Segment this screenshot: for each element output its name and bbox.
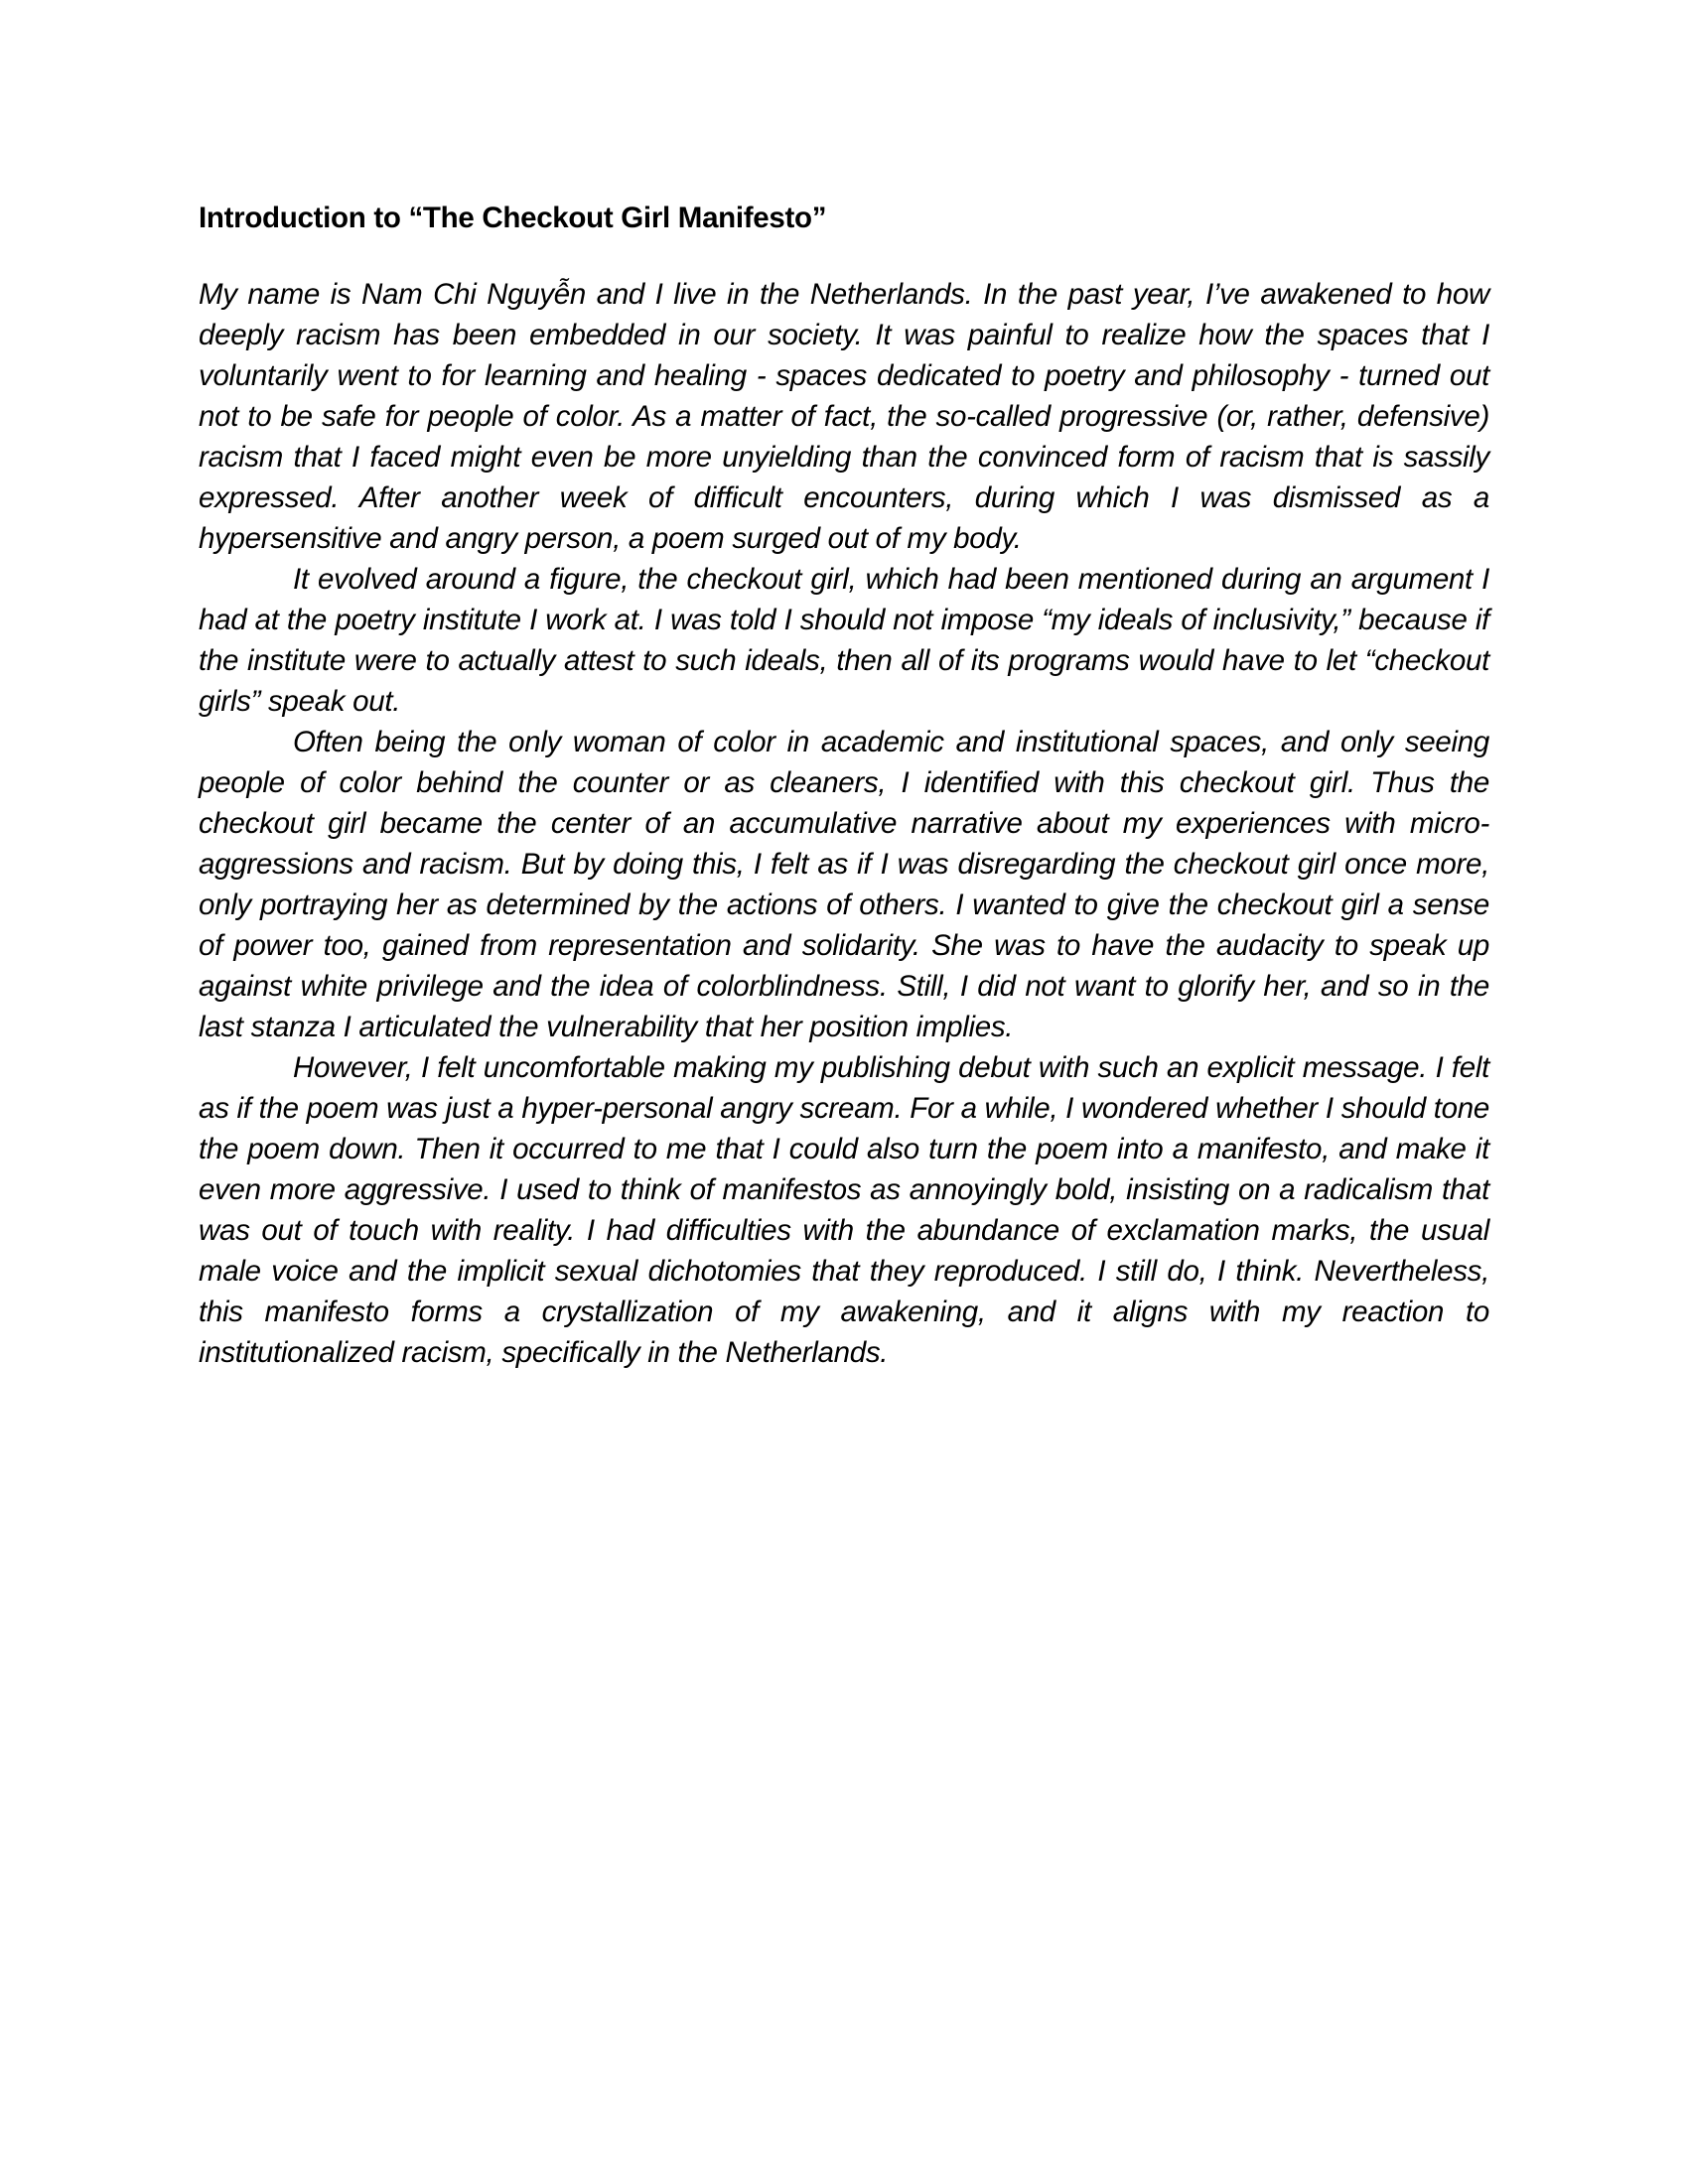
document-title: Introduction to “The Checkout Girl Manifesto” bbox=[199, 202, 827, 234]
paragraph-checkout-girl-origin: It evolved around a figure, the checkout girl, which had been mentioned during an argument I had at the poetry institute I work at. I was told I should not impose “my ideals of inclusivity,” because if the institute were to actually attest to such ideals, then all of its programs would have to let “checkout girls” speak out. bbox=[199, 563, 1489, 718]
document-content bbox=[199, 198, 1489, 1373]
document-body bbox=[199, 274, 1489, 1373]
paragraph-identification: Often being the only woman of color in academic and institutional spaces, and only seeing people of color behind the counter or as cleaners, I identified with this checkout girl. Thus the checkout girl became the center of an accumulative narrative about my experiences with micro-aggressions and racism. But by doing this, I felt as if I was disregarding the checkout girl once more, only portraying her as determined by the actions of others. I wanted to give the checkout girl a sense of power too, gained from representation and solidarity. She was to have the audacity to speak up against white privilege and the idea of colorblindness. Still, I did not want to glorify her, and so in the last stanza I articulated the vulnerability that her position implies. bbox=[199, 726, 1489, 1043]
paragraph-intro: My name is Nam Chi Nguyễn and I live in the Netherlands. In the past year, I’ve awakened to how deeply racism has been embedded in our society. It was painful to realize how the spaces that I voluntarily went to for learning and healing - spaces dedicated to poetry and philosophy - turned out not to be safe for people of color. As a matter of fact, the so-called progressive (or, rather, defensive) racism that I faced might even be more unyielding than the convinced form of racism that is sassily expressed. After another week of difficult encounters, during which I was dismissed as a hypersensitive and angry person, a poem surged out of my body. bbox=[199, 278, 1489, 555]
paragraph-manifesto: However, I felt uncomfortable making my publishing debut with such an explicit message. I felt as if the poem was just a hyper-personal angry scream. For a while, I wondered whether I should tone the poem down. Then it occurred to me that I could also turn the poem into a manifesto, and make it even more aggressive. I used to think of manifestos as annoyingly bold, insisting on a radicalism that was out of touch with reality. I had difficulties with the abundance of exclamation marks, the usual male voice and the implicit sexual dichotomies that they reproduced. I still do, I think. Nevertheless, this manifesto forms a crystallization of my awakening, and it aligns with my reaction to institutionalized racism, specifically in the Netherlands. bbox=[199, 1051, 1489, 1369]
